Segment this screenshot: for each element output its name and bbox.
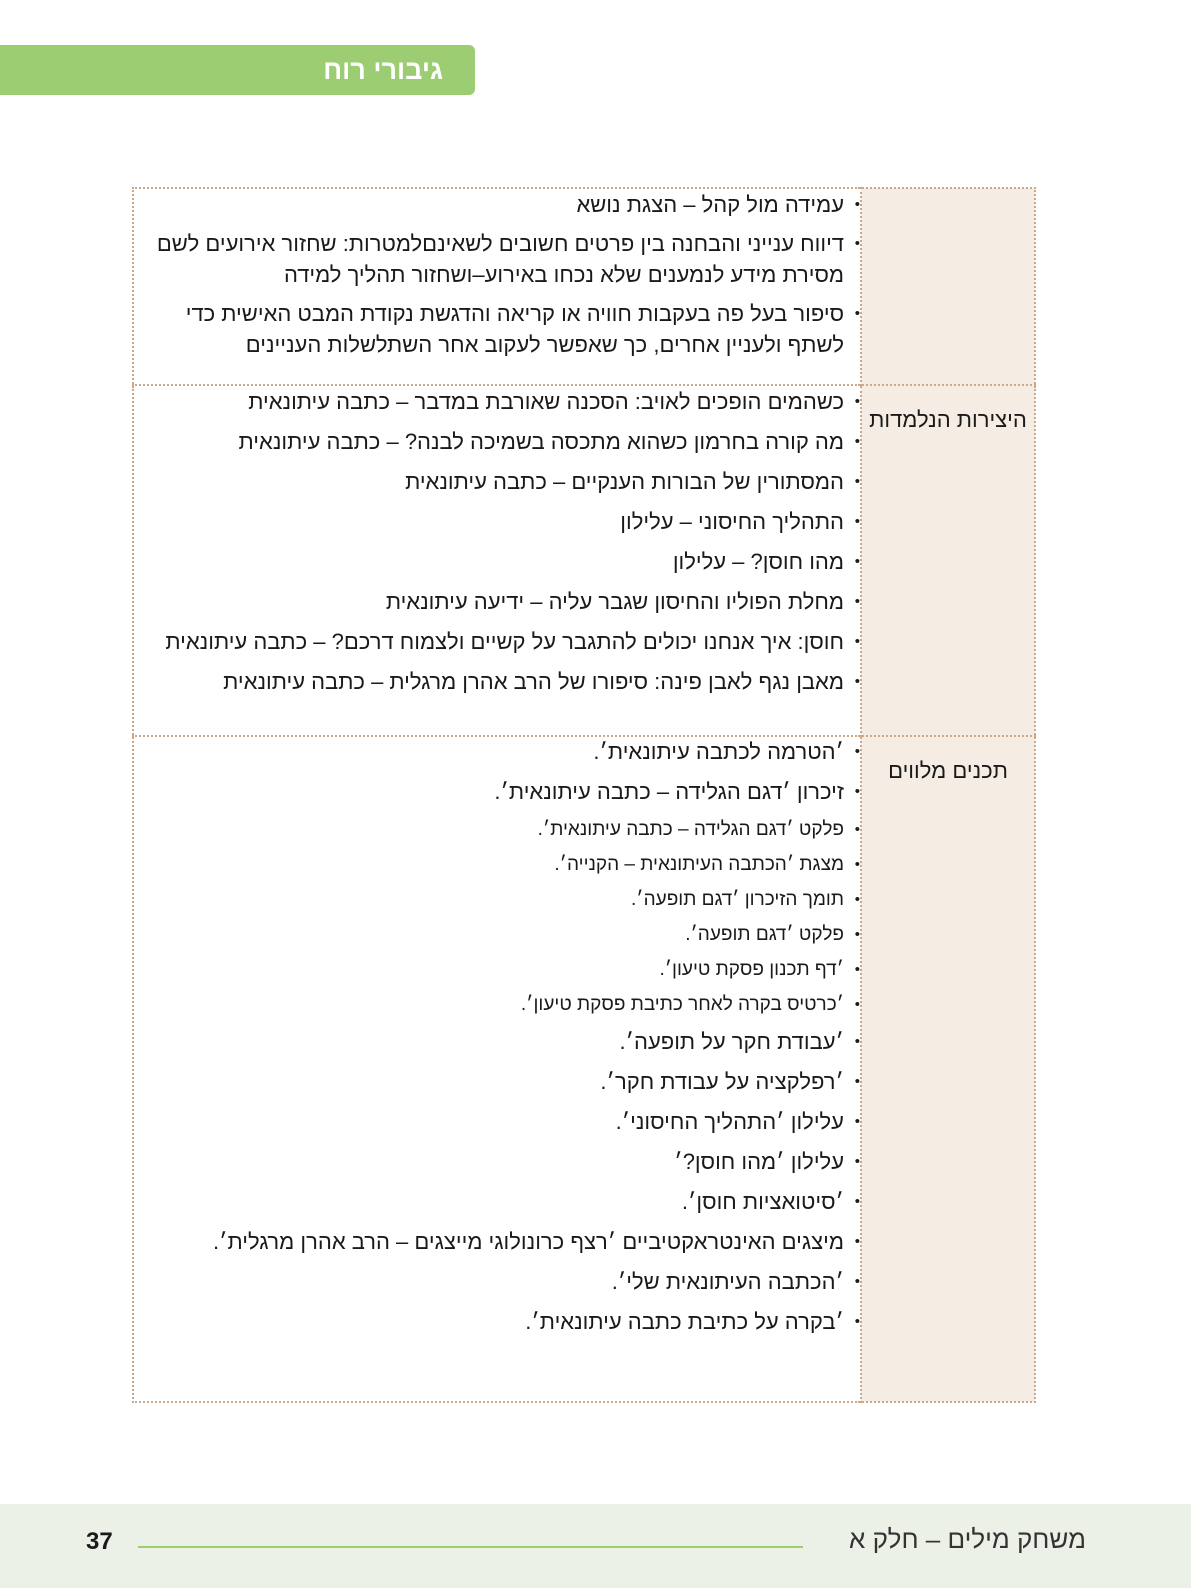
list-item: • מהו חוסן? – עלילון <box>134 546 860 577</box>
list-item: • עמידה מול קהל – הצגת נושא <box>134 189 860 220</box>
row-label <box>862 189 1034 211</box>
list-item: • מצגת ׳הכתבה העיתונאית – הקנייה׳. <box>134 852 860 877</box>
list-item: • התהליך החיסוני – עלילון <box>134 506 860 537</box>
table-row-studied-works <box>133 385 1035 736</box>
list-item: • תומך הזיכרון ׳דגם תופעה׳. <box>134 887 860 912</box>
list-item: • פלקט ׳דגם הגלידה – כתבה עיתונאית׳. <box>134 817 860 842</box>
list-item: • מחלת הפוליו והחיסון שגבר עליה – ידיעה עיתונאית <box>134 586 860 617</box>
row-content-cell <box>133 736 861 1402</box>
list-item: • המסתורין של הבורות הענקיים – כתבה עיתונאית <box>134 466 860 497</box>
list-item: • ׳כרטיס בקרה לאחר כתיבת פסקת טיעון׳. <box>134 992 860 1017</box>
list-item: • ׳עבודת חקר על תופעה׳. <box>134 1027 860 1057</box>
list-item: • כשהמים הופכים לאויב: הסכנה שאורבת במדבר – כתבה עיתונאית <box>134 386 860 417</box>
row-label-cell <box>861 736 1035 1402</box>
row-label: היצירות הנלמדות <box>869 407 1027 433</box>
curriculum-table <box>132 187 1036 1403</box>
row-label-cell <box>861 385 1035 736</box>
footer-divider <box>138 1546 803 1548</box>
list-item: • דיווח ענייני והבחנה בין פרטים חשובים לשאינםלמטרות: שחזור אירועים לשם מסירת מידע לנמענים שלא נכחו באירוע–ושחזור תהליך למידה <box>134 228 860 290</box>
list-item: • ׳דף תכנון פסקת טיעון׳. <box>134 957 860 982</box>
list-item: • ׳רפלקציה על עבודת חקר׳. <box>134 1067 860 1097</box>
list-item: • זיכרון ׳דגם הגלידה – כתבה עיתונאית׳. <box>134 777 860 807</box>
list-item: • ׳הטרמה לכתבה עיתונאית׳. <box>134 737 860 767</box>
list-item: • ׳בקרה על כתיבת כתבה עיתונאית׳. <box>134 1307 860 1337</box>
list-item: • סיפור בעל פה בעקבות חוויה או קריאה והדגשת נקודת המבט האישית כדי לשתף ולעניין אחרים, כך שאפשר לעקוב אחר השתלשלות העניינים <box>134 298 860 360</box>
list-item: • מה קורה בחרמון כשהוא מתכסה בשמיכה לבנה? – כתבה עיתונאית <box>134 426 860 457</box>
list-item: • ׳סיטואציות חוסן׳. <box>134 1187 860 1217</box>
section-tab <box>0 45 475 95</box>
section-tab-title: גיבורי רוח <box>323 55 443 85</box>
list-item: • חוסן: איך אנחנו יכולים להתגבר על קשיים ולצמוח דרכם? – כתבה עיתונאית <box>134 626 860 657</box>
list-item: • מאבן נגף לאבן פינה: סיפורו של הרב אהרן מרגלית – כתבה עיתונאית <box>134 666 860 697</box>
row-content-cell <box>133 385 861 736</box>
bullet-list <box>134 737 860 1337</box>
list-item: • עלילון ׳מהו חוסן?׳ <box>134 1147 860 1177</box>
table-row-accompanying-content <box>133 736 1035 1402</box>
row-label: תכנים מלווים <box>888 757 1008 783</box>
table-row-speaking-skills <box>133 188 1035 385</box>
book-title: משחק מילים – חלק א <box>849 1524 1086 1554</box>
page-footer <box>0 1504 1191 1588</box>
list-item: • ׳הכתבה העיתונאית שלי׳. <box>134 1267 860 1297</box>
row-label-cell <box>861 188 1035 385</box>
curriculum-table-container <box>132 187 1036 1403</box>
page-number: 37 <box>86 1528 113 1555</box>
bullet-list <box>134 189 860 360</box>
list-item: • עלילון ׳התהליך החיסוני׳. <box>134 1107 860 1137</box>
list-item: • פלקט ׳דגם תופעה׳. <box>134 922 860 947</box>
bullet-list <box>134 386 860 697</box>
row-content-cell <box>133 188 861 385</box>
list-item: • מיצגים האינטראקטיביים ׳רצף כרונולוגי מייצגים – הרב אהרן מרגלית׳. <box>134 1227 860 1257</box>
